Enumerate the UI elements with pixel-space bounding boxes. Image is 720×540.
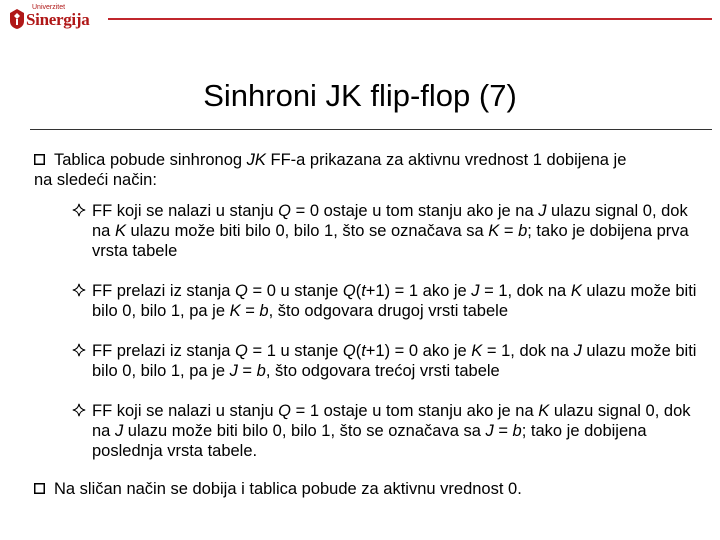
square-bullet-icon (34, 483, 45, 494)
text: t (361, 282, 366, 300)
university-logo (8, 4, 108, 34)
text: J (471, 282, 480, 300)
text: = 0 u stanje (247, 282, 343, 300)
text: FF koji se nalazi u stanju (92, 402, 279, 420)
text: b (518, 222, 528, 240)
text: K (570, 282, 582, 300)
text: = (240, 302, 260, 320)
text: Q (235, 342, 248, 360)
text: ulazu može biti bilo 0, bilo 1, što se označava sa (123, 422, 486, 440)
diamond-bullet-icon (72, 283, 86, 297)
text: Tablica pobude sinhronog (54, 151, 247, 169)
text: K (114, 222, 126, 240)
text: ( (355, 282, 362, 300)
text: = 1 ostaje u tom stanju ako je na (291, 402, 539, 420)
text: J (538, 202, 547, 220)
square-bullet-icon (34, 154, 45, 165)
text: = 1 u stanje (247, 342, 343, 360)
header (0, 0, 720, 40)
sub-bullet-3 (34, 341, 706, 381)
text: = (493, 422, 513, 440)
text: Na sličan način se dobija i tablica pobude za aktivnu vrednost 0. (54, 480, 522, 498)
text: FF-a prikazana za aktivnu vrednost 1 dobijena je (265, 151, 627, 169)
text: , što odgovara drugoj vrsti tabele (268, 302, 508, 320)
sub-bullet-4 (34, 401, 706, 461)
title-rule (30, 129, 712, 130)
text: = (499, 222, 519, 240)
diamond-bullet-icon (72, 203, 86, 217)
text: FF prelazi iz stanja (92, 282, 236, 300)
text: ulazu može biti bilo 0, bilo 1, pa je (92, 282, 697, 320)
text: ; tako je dobijena poslednja vrsta tabele. (92, 422, 647, 460)
text: Q (278, 402, 292, 420)
diamond-bullet-icon (72, 343, 86, 357)
text: t (361, 342, 366, 360)
logo-text: Sinergija (26, 10, 90, 29)
text: JK (246, 151, 266, 169)
text: K (538, 402, 550, 420)
text: Q (342, 282, 356, 300)
text: ulazu može biti bilo 0, bilo 1, pa je (92, 342, 697, 380)
bullet-outro (34, 479, 706, 499)
text: b (256, 362, 266, 380)
text: Q (278, 202, 292, 220)
text: = 1, dok na (479, 282, 571, 300)
slide-title: Sinhroni JK flip-flop (7) (203, 78, 517, 113)
text: b (512, 422, 522, 440)
text: = 1, dok na (482, 342, 574, 360)
text: J (229, 362, 238, 380)
text: Q (342, 342, 356, 360)
text: +1) = 1 ako je (365, 282, 472, 300)
sub-bullet-1 (34, 201, 706, 261)
text: = 0 ostaje u tom stanju ako je na (291, 202, 539, 220)
diamond-bullet-icon (72, 403, 86, 417)
header-divider (108, 18, 712, 20)
sub-bullet-2 (34, 281, 706, 321)
slide-content (34, 150, 706, 510)
text: = (237, 362, 257, 380)
text: ulazu može biti bilo 0, bilo 1, što se označava sa (125, 222, 489, 240)
text: ulazu signal 0, dok na (92, 402, 691, 440)
text: b (259, 302, 269, 320)
text: Q (235, 282, 248, 300)
text: FF prelazi iz stanja (92, 342, 236, 360)
text: ( (355, 342, 362, 360)
bullet-intro (34, 150, 706, 190)
text: J (114, 422, 124, 440)
text: +1) = 0 ako je (365, 342, 472, 360)
logo-small-text: Univerzitet (32, 4, 66, 11)
text: FF koji se nalazi u stanju (92, 202, 279, 220)
logo-emblem-icon (8, 8, 26, 30)
text: K (488, 222, 500, 240)
text: K (229, 302, 241, 320)
text: ulazu signal 0, dok na (92, 202, 688, 240)
text: J (485, 422, 494, 440)
text: ; tako je dobijena prva vrsta tabele (92, 222, 689, 260)
text: J (573, 342, 582, 360)
text: na sledeći način: (34, 171, 157, 189)
text: , što odgovara trećoj vrsti tabele (265, 362, 500, 380)
text: K (471, 342, 483, 360)
